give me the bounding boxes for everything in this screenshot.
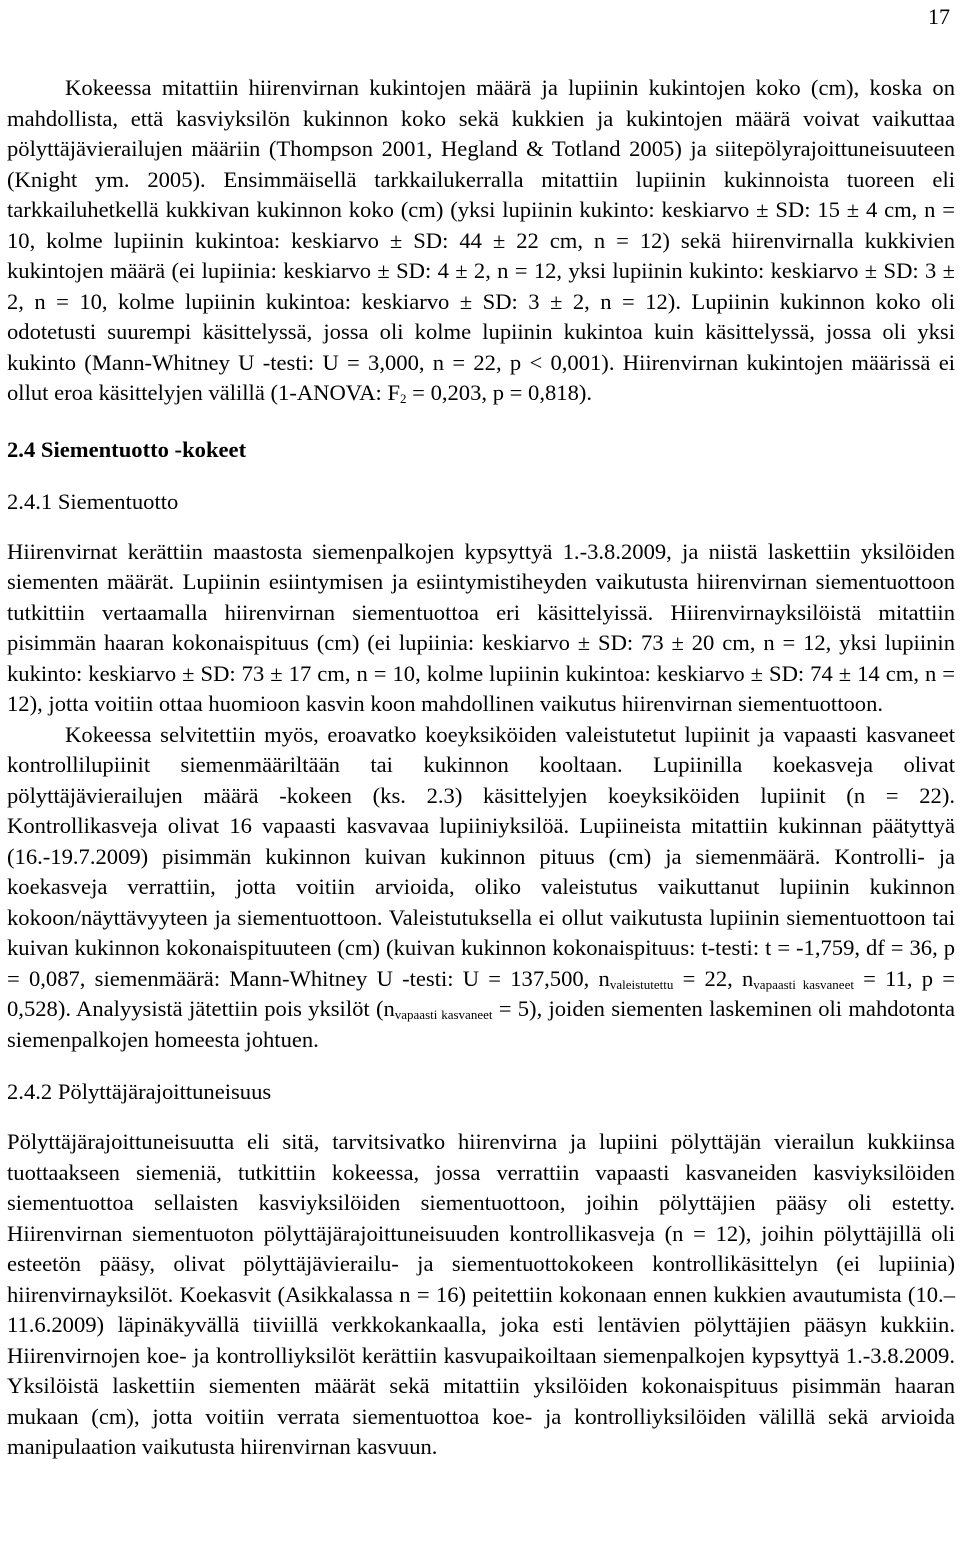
subscript: vapaasti kasvaneet [394, 1007, 493, 1022]
paragraph-text: Kokeessa mitattiin hiirenvirnan kukintojen määrä ja lupiinin kukintojen koko (cm), koska on mahdollista, että kasviyksilön kukinnon koko sekä kukkien ja kukintojen määrä voivat vaikuttaa pölyttäjävierailujen määriin (Thompson 2001, Hegland & Totland 2005) ja siitepölyrajoittuneisuuteen (Knight ym. 2005). Ensimmäisellä tarkkailukerralla mitattiin lupiinin kukinnoista tuoreen eli tarkkailuhetkellä kukkivan kukinnon koko (cm) (yksi lupiinin kukinto: keskiarvo ± SD: 15 ± 4 cm, n = 10, kolme lupiinin kukintoa: keskiarvo ± SD: 44 ± 22 cm, n = 12) sekä hiirenvirnalla kukkivien kukintojen määrä (ei lupiinia: keskiarvo ± SD: 4 ± 2, n = 12, yksi lupiinin kukinto: keskiarvo ± SD: 3 ± 2, n = 10, kolme lupiinin kukintoa: keskiarvo ± SD: 3 ± 2, n = 12). Lupiinin kukinnon koko oli odotetusti suurempi käsittelyssä, jossa oli kolme lupiinin kukintoa kuin käsittelyssä, jossa oli yksi kukinto (Mann-Whitney U -testi: U = 3,000, n = 22, p < 0,001). Hiirenvirnan kukintojen määrissä ei ollut eroa käsittelyjen välillä (1-ANOVA: F [7, 75, 955, 405]
paragraph-lupine-seed-comparison [7, 720, 955, 1056]
paragraph-text: Kokeessa selvitettiin myös, eroavatko koeyksiköiden valeistutetut lupiinit ja vapaasti kasvaneet kontrollilupiinit siemenmääriltään tai kukinnon kooltaan. Lupiinilla koekasveja olivat pölyttäjävierailujen määrä -kokeen (ks. 2.3) käsittelyjen koeyksiköiden lupiinit (n = 22). Kontrollikasveja olivat 16 vapaasti kasvavaa lupiiniyksilöä. Lupiineista mitattiin kukinnan päätyttyä (16.-19.7.2009) pisimmän kukinnon kuivan kukinnon pituus (cm) ja siemenmäärä. Kontrolli- ja koekasveja verrattiin, jotta voitiin arvioida, oliko valeistutus vaikuttanut lupiinin kukinnon kokoon/näyttävyyteen ja siementuottoon. Valeistutuksella ei ollut vaikutusta lupiinin siementuottoon tai kuivan kukinnon kokonaispituuteen (cm) (kuivan kukinnon kokonaispituus: t-testi: t = -1,759, df = 36, p = 0,087, siemenmäärä: Mann-Whitney U -testi: U = 137,500, n [7, 721, 955, 991]
subsection-heading-2-4-2: 2.4.2 Pölyttäjärajoittuneisuus [7, 1079, 272, 1104]
subscript: vapaasti kasvaneet [753, 976, 854, 992]
subscript: valeistutettu [609, 976, 674, 992]
paragraph-pollinator-limitation: Pölyttäjärajoittuneisuutta eli sitä, tarvitsivatko hiirenvirna ja lupiini pölyttäjän vierailun kukkiinsa tuottaakseen siemeniä, tutkittiin kokeessa, jossa verrattiin vapaasti kasvaneiden kasviyksilöiden siementuottoa sellaisten kasviyksilöiden siementuottoon, joihin pölyttäjien pääsy oli estetty. Hiirenvirnan siementuoton pölyttäjärajoittuneisuuden kontrollikasveja (n = 12), joihin pölyttäjillä oli esteetön pääsy, olivat pölyttäjävierailu- ja siementuottokokeen kontrollikäsittelyn (ei lupiinia) hiirenvirnayksilöt. Koekasvit (Asikkalassa n = 16) peitettiin kokonaan ennen kukkien avautumista (10.– 11.6.2009) läpinäkyvällä tiiviillä verkkokankaalla, joka esti lentävien pölyttäjien pääsyn kukkiin. Hiirenvirnojen koe- ja kontrolliyksilöt kerättiin kasvupaikoiltaan siemenpalkojen kypsyttyä 1.-3.8.2009. Yksilöistä laskettiin siementen määrät sekä mitattiin yksilöiden kokonaispituus pisimmän haaran mukaan (cm), jotta voitiin verrata siementuottoa koe- ja kontrolliyksilöiden välillä sekä arvioida manipulaation vaikutusta hiirenvirnan kasvuun. [7, 1129, 955, 1459]
paragraph-text: = 5), joiden siementen laskeminen oli mahdotonta siemenpalkojen homeesta johtuen. [7, 996, 956, 1052]
section-heading-2-4: 2.4 Siementuotto -kokeet [7, 436, 247, 462]
paragraph-text: = 0,203, p = 0,818). [406, 380, 593, 405]
paragraph-seed-production: Hiirenvirnat kerättiin maastosta siemenpalkojen kypsyttyä 1.-3.8.2009, ja niistä laskettiin yksilöiden siementen määrät. Lupiinin esiintymisen ja esiintymistiheyden vaikutusta hiirenvirnan siementuottoon tutkittiin vertaamalla hiirenvirnan siementuottoa eri käsittelyissä. Hiirenvirnayksilöistä mitattiin pisimmän haaran kokonaispituus (cm) (ei lupiinia: keskiarvo ± SD: 73 ± 20 cm, n = 12, yksi lupiinin kukinto: keskiarvo ± SD: 73 ± 17 cm, n = 10, kolme lupiinin kukintoa: keskiarvo ± SD: 74 ± 14 cm, n = 12), jotta voitiin ottaa huomioon kasvin koon mahdollinen vaikutus hiirenvirnan siementuottoon. [7, 538, 955, 716]
page-number: 17 [928, 4, 950, 29]
paragraph-flower-measurements [7, 73, 955, 409]
paragraph-text: = 22, n [673, 965, 754, 991]
subscript: 2 [400, 391, 407, 406]
subsection-heading-2-4-1: 2.4.1 Siementuotto [7, 488, 179, 514]
document-body [7, 73, 955, 1463]
paragraph-text: = 11, p = 0,528). Analyysistä jätettiin pois yksilöt (n [7, 965, 956, 1021]
